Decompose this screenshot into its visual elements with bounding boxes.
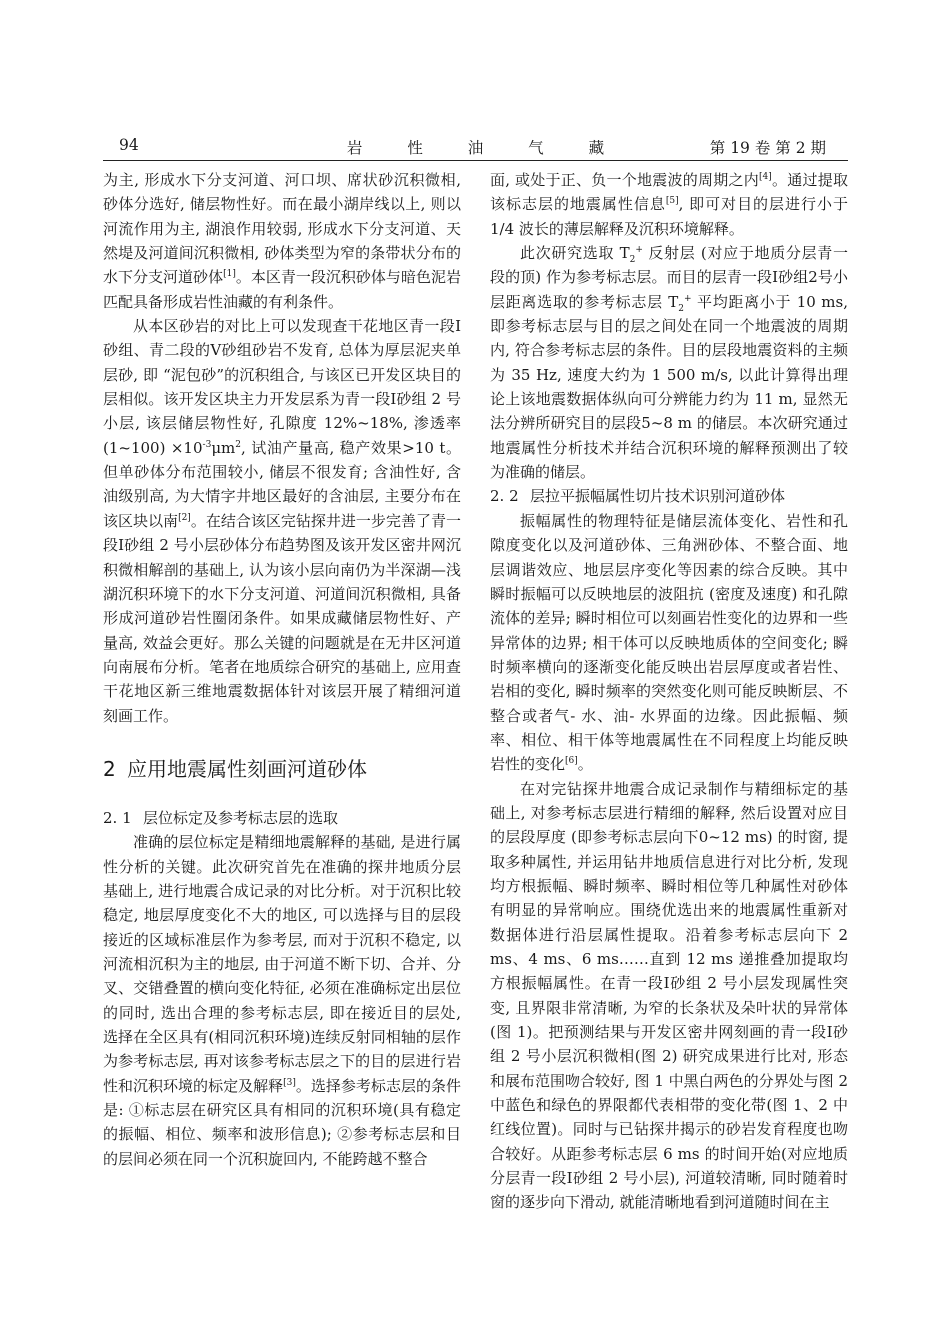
paragraph: 面, 或处于正、负一个地震波的周期之内[4]。通过提取该标志层的地震属性信息[5], 即可对目的层进行小于 1/4 波长的薄层解释及沉积环境解释。 xyxy=(490,171,848,238)
page-number: 94 xyxy=(119,136,139,154)
paragraph: 此次研究选取 $T_2^+$ 反射层 (对应于地质分层青一段的顶) 作为参考标志层。而目的层青一段Ⅰ砂组2号小层距离选取的参考标志层 $T_2^+$ 平均距离小于 10 ms, 即参考标志层与目的层之间处在同一个地震波的周期内, 符合参考标志层的条件。目的层段地震资料的主频为 35 Hz, 速度大约为 1 500 m/s, 以此计算得出理论上该地震数据体纵向可分辨能力约为 11 m, 显然无法分辨所研究目的层段5~8 m 的储层。本次研究通过地震属性分析技术并结合沉积环境的解释预测出了较为准确的储层。 xyxy=(490,244,848,482)
journal-title: 岩 性 油 气 藏 xyxy=(346,139,625,157)
citation: [1] xyxy=(223,269,236,280)
paragraph: 在对完钻探井地震合成记录制作与精细标定的基础上, 对参考标志层进行精细的解释, 然后设置对应目的层段厚度 (即参考标志层向下0~12 ms) 的时窗, 提取多种属性, 并运用钻井地质信息进行对比分析, 发现均方根振幅、瞬时频率、瞬时相位等几种属性对砂体有明显的异常响应。围绕优选出来的地震属性重新对数据体进行沿层属性提取。沿着参考标志层向下 2 ms、4 ms、6 ms……直到 12 ms 递推叠加提取均方根振幅属性。在青一段Ⅰ砂组 2 号小层发现属性突变, 且界限非常清晰, 为窄的长条状及朵叶状的异常体(图 1)。把预测结果与开发区密井网刻画的青一段Ⅰ砂组 2 号小层沉积微相(图 2) 研究成果进行比对, 形态和展布范围吻合较好, 图 1 中黑白两色的分界处与图 2 中蓝色和绿色的界限都代表相带的变化带(图 1、2 中红线位置)。同时与已钻探井揭示的砂岩发育程度也吻合较好。从距参考标志层 6 ms 的时间开始(对应地质分层青一段Ⅰ砂组 2 号小层), 河道较清晰, 同时随着时窗的逐步向下滑动, 就能清晰地看到河道随时间在主 xyxy=(490,779,848,1212)
subsection-heading: 2. 1 层位标定及参考标志层的选取 xyxy=(103,808,339,827)
citation: [3] xyxy=(283,1077,296,1088)
citation: [5] xyxy=(665,196,679,207)
citation: [4] xyxy=(759,172,772,182)
paragraph: 准确的层位标定是精细地震解释的基础, 是进行属性分析的关键。此次研究首先在准确的探井地质分层基础上, 进行地震合成记录的对比分析。对于沉积比较稳定, 地层厚度变化不大的地区, 可以选择与目的层段接近的区域标准层作为参考层, 而对于沉积不稳定, 以河流相沉积为主的地层, 由于河道不断下切、合并、分叉、交错叠置的横向变化特征, 必须在准确标定出层位的同时, 选出合理的参考标志层, 即在接近目的层处, 选择在全区具有(相同沉积环境)连续反射同相轴的层作为参考标志层, 再对该参考标志层之下的目的层进行岩性和沉积环境的标定及解释[3]。选择参考标志层的条件是: ①标志层在研究区具有相同的沉积环境(具有稳定的振幅、相位、频率和波形信息); ②参考标志层和目的层间必须在同一个沉积旋回内, 不能跨越不整合 xyxy=(103,833,461,1168)
paragraph: 振幅属性的物理特征是储层流体变化、岩性和孔隙度变化以及河道砂体、三角洲砂体、不整合面、地层调谐效应、地层层序变化等因素的综合反映。其中瞬时振幅可以反映地层的波阻抗 (密度及速度) 和孔隙流体的差异; 瞬时相位可以刻画岩性变化的边界和一些异常体的边界; 相干体可以反映地质体的空间变化; 瞬时频率横向的逐渐变化能反映出岩层厚度或者岩性、岩相的变化, 瞬时频率的突然变化则可能反映断层、不整合或者气- 水、油- 水界面的边缘。因此振幅、频率、相位、相干体等地震属性在不同程度上均能反映岩性的变化[6]。 xyxy=(490,511,848,774)
subsection-heading: 2. 2 层拉平振幅属性切片技术识别河道砂体 xyxy=(490,487,786,506)
volume-issue: 第 19 卷 第 2 期 xyxy=(709,139,826,157)
left-column xyxy=(103,168,461,1171)
right-column xyxy=(490,168,848,1215)
paragraph: 为主, 形成水下分支河道、河口坝、席状砂沉积微相, 砂体分选好, 储层物性好。而在最小湖岸线以上, 则以河流作用为主, 湖浪作用较弱, 形成水下分支河道、天然堤及河道间沉积微相, 砂体类型为窄的条带状分布的水下分支河道砂体[1]。本区青一段沉积砂体与暗色泥岩匹配具备形成岩性油藏的有利条件。 xyxy=(103,171,461,311)
running-header xyxy=(103,134,848,161)
paragraph: 从本区砂岩的对比上可以发现查干花地区青一段Ⅰ砂组、青二段的Ⅴ砂组砂岩不发育, 总体为厚层泥夹单层砂, 即 “泥包砂”的沉积组合, 与该区已开发区块目的层相似。该开发区块主力开发层系为青一段Ⅰ砂组 2 号小层, 该层储层物性好, 孔隙度 12%~18%, 渗透率(1~100) $\times 10^{-3}\mu m^2$, 试油产量高, 稳产效果>10 t。但单砂体分布范围较小, 储层不很发育; 含油性好, 含油级别高, 为大情字井地区最好的含油层, 主要分布在该区块以南[2]。在结合该区完钻探井进一步完善了青一段Ⅰ砂组 2 号小层砂体分布趋势图及该开发区密井网沉积微相解剖的基础上, 认为该小层向南仍为半深湖—浅湖沉积环境下的水下分支河道、河道间沉积微相, 具备形成河道砂岩性圈闭条件。如果成藏储层物性好、产量高, 效益会更好。那么关键的问题就是在无井区河道向南展布分析。笔者在地质综合研究的基础上, 应用查干花地区新三维地震数据体针对该层开展了精细河道刻画工作。 xyxy=(103,317,461,725)
section-heading: 2 应用地震属性刻画河道砂体 xyxy=(103,756,367,781)
citation: [2] xyxy=(178,512,191,523)
citation: [6] xyxy=(565,756,578,767)
